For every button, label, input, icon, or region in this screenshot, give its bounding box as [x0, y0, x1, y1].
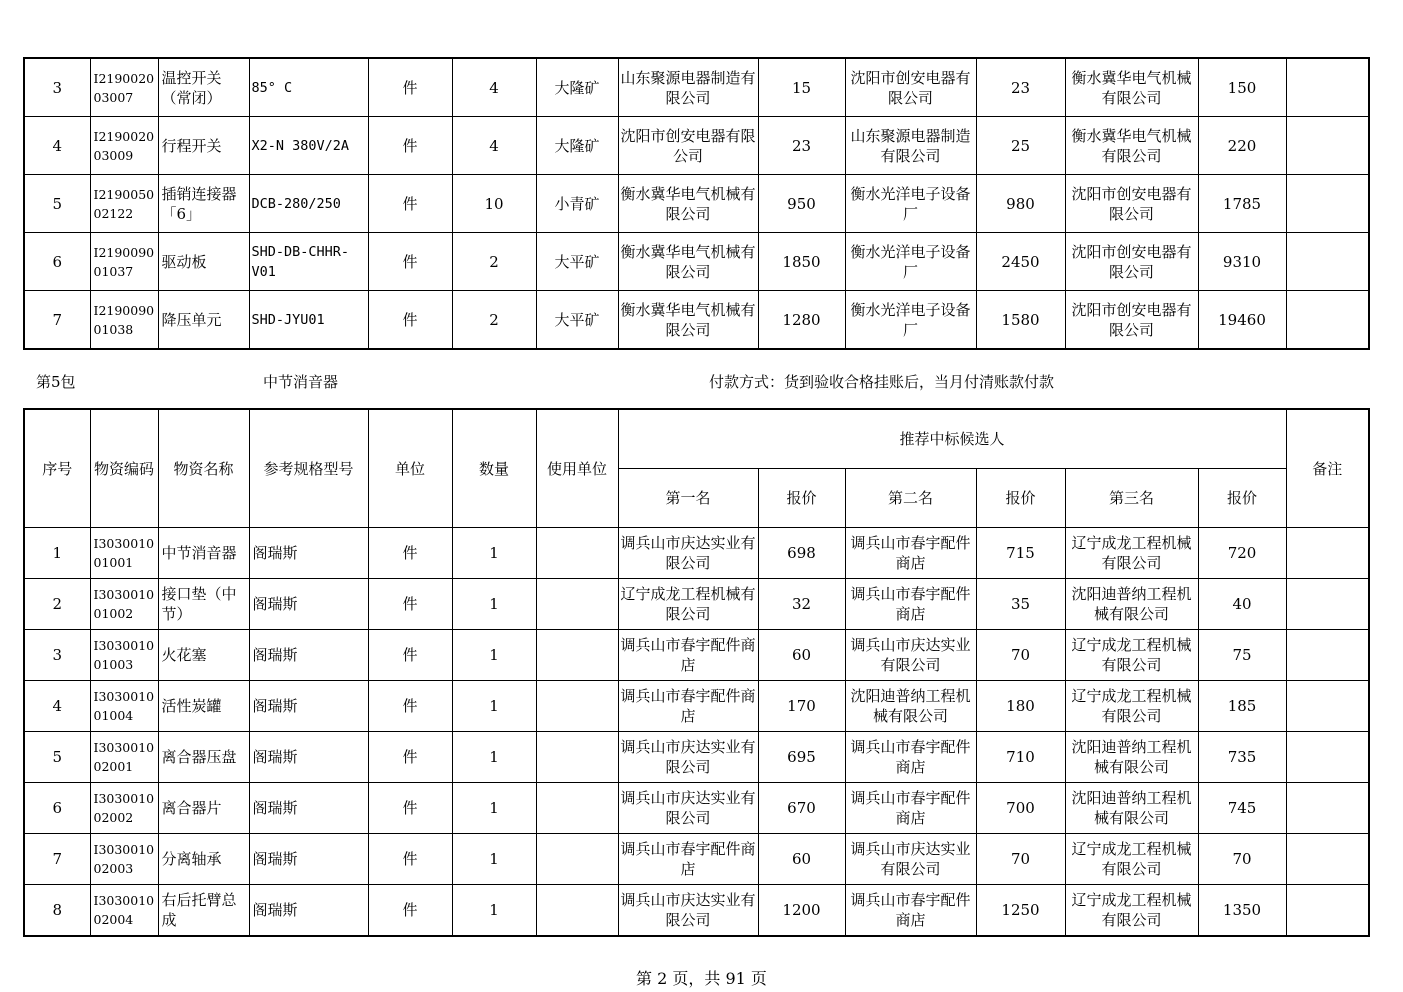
cell-spec: 阁瑞斯 [249, 681, 368, 732]
code-part: I2190090 [93, 302, 155, 318]
cell-price3: 70 [1198, 834, 1286, 885]
cell-name: 离合器片 [158, 783, 249, 834]
cell-note [1286, 579, 1369, 630]
code-part: I3030010 [93, 893, 155, 908]
cell-code [90, 783, 158, 834]
cell-price1: 23 [758, 117, 845, 175]
cell-price1: 1850 [758, 233, 845, 291]
cell-code [90, 117, 158, 175]
cell-qty: 1 [452, 630, 536, 681]
code-part: 03007 [93, 89, 134, 105]
code-part: 03009 [93, 147, 134, 163]
cell-price1: 170 [758, 681, 845, 732]
cell-no: 3 [24, 630, 90, 681]
cell-spec: X2-N 380V/2A [249, 117, 368, 175]
cell-price2: 715 [976, 528, 1065, 579]
cell-first: 衡水冀华电气机械有限公司 [618, 291, 758, 350]
cell-price1: 1200 [758, 885, 845, 937]
cell-second: 调兵山市春宇配件商店 [845, 783, 976, 834]
cell-user: 大隆矿 [536, 117, 618, 175]
code-part: I3030010 [93, 740, 155, 755]
cell-qty: 1 [452, 528, 536, 579]
cell-price3: 1785 [1198, 175, 1286, 233]
cell-name: 中节消音器 [158, 528, 249, 579]
cell-name: 离合器压盘 [158, 732, 249, 783]
cell-name: 插销连接器「6」 [158, 175, 249, 233]
cell-spec: 阁瑞斯 [249, 630, 368, 681]
cell-third: 衡水冀华电气机械有限公司 [1065, 117, 1198, 175]
cell-unit: 件 [368, 579, 452, 630]
cell-price2: 25 [976, 117, 1065, 175]
code-part: 01003 [93, 657, 134, 672]
cell-first: 调兵山市春宇配件商店 [618, 681, 758, 732]
cell-name: 接口垫（中节） [158, 579, 249, 630]
cell-third: 沈阳市创安电器有限公司 [1065, 291, 1198, 350]
cell-note [1286, 783, 1369, 834]
cell-price1: 698 [758, 528, 845, 579]
cell-price3: 40 [1198, 579, 1286, 630]
cell-code [90, 681, 158, 732]
cell-price2: 980 [976, 175, 1065, 233]
cell-second: 衡水光洋电子设备厂 [845, 291, 976, 350]
code-part: I2190020 [93, 128, 155, 144]
table-row [24, 175, 1369, 233]
cell-user [536, 834, 618, 885]
header-spec: 参考规格型号 [249, 409, 368, 528]
cell-price3: 185 [1198, 681, 1286, 732]
cell-user [536, 630, 618, 681]
code-part: I3030010 [93, 689, 155, 704]
cell-price3: 75 [1198, 630, 1286, 681]
header-no: 序号 [24, 409, 90, 528]
cell-price3: 9310 [1198, 233, 1286, 291]
cell-no: 7 [24, 291, 90, 350]
cell-user: 大平矿 [536, 291, 618, 350]
cell-price1: 32 [758, 579, 845, 630]
cell-third: 沈阳市创安电器有限公司 [1065, 175, 1198, 233]
cell-no: 6 [24, 783, 90, 834]
table-row [24, 528, 1369, 579]
cell-price2: 70 [976, 630, 1065, 681]
table-row [24, 885, 1369, 937]
cell-price1: 670 [758, 783, 845, 834]
code-part: I3030010 [93, 638, 155, 653]
code-part: 02003 [93, 861, 134, 876]
cell-code [90, 291, 158, 350]
cell-third: 沈阳迪普纳工程机械有限公司 [1065, 732, 1198, 783]
cell-name: 右后托臂总成 [158, 885, 249, 937]
table-row [24, 681, 1369, 732]
items-table-top [23, 57, 1370, 350]
cell-price2: 70 [976, 834, 1065, 885]
cell-no: 4 [24, 681, 90, 732]
cell-note [1286, 58, 1369, 117]
cell-name: 分离轴承 [158, 834, 249, 885]
cell-first: 衡水冀华电气机械有限公司 [618, 175, 758, 233]
cell-code [90, 579, 158, 630]
cell-price1: 695 [758, 732, 845, 783]
cell-qty: 2 [452, 233, 536, 291]
cell-unit: 件 [368, 732, 452, 783]
cell-no: 2 [24, 579, 90, 630]
cell-first: 调兵山市春宇配件商店 [618, 630, 758, 681]
cell-no: 5 [24, 175, 90, 233]
code-part: I3030010 [93, 791, 155, 806]
code-part: 02004 [93, 912, 134, 927]
cell-qty: 10 [452, 175, 536, 233]
cell-first: 调兵山市庆达实业有限公司 [618, 885, 758, 937]
cell-second: 沈阳迪普纳工程机械有限公司 [845, 681, 976, 732]
cell-unit: 件 [368, 233, 452, 291]
cell-price2: 180 [976, 681, 1065, 732]
cell-first: 调兵山市春宇配件商店 [618, 834, 758, 885]
cell-third: 沈阳迪普纳工程机械有限公司 [1065, 783, 1198, 834]
table-row [24, 58, 1369, 117]
cell-unit: 件 [368, 291, 452, 350]
cell-note [1286, 630, 1369, 681]
cell-second: 调兵山市庆达实业有限公司 [845, 630, 976, 681]
cell-user [536, 885, 618, 937]
cell-no: 1 [24, 528, 90, 579]
cell-first: 调兵山市庆达实业有限公司 [618, 528, 758, 579]
cell-spec: DCB-280/250 [249, 175, 368, 233]
cell-first: 衡水冀华电气机械有限公司 [618, 233, 758, 291]
cell-first: 沈阳市创安电器有限公司 [618, 117, 758, 175]
cell-note [1286, 885, 1369, 937]
code-part: I2190020 [93, 70, 155, 86]
cell-price3: 720 [1198, 528, 1286, 579]
cell-unit: 件 [368, 528, 452, 579]
cell-price3: 19460 [1198, 291, 1286, 350]
cell-name: 降压单元 [158, 291, 249, 350]
code-part: 02002 [93, 810, 134, 825]
cell-code [90, 885, 158, 937]
cell-name: 驱动板 [158, 233, 249, 291]
cell-code [90, 732, 158, 783]
package-name: 中节消音器 [263, 373, 339, 391]
cell-note [1286, 732, 1369, 783]
cell-name: 火花塞 [158, 630, 249, 681]
page-footer: 第 2 页，共 91 页 [636, 969, 767, 988]
header-candidates: 推荐中标候选人 [618, 409, 1286, 469]
payment-terms: 付款方式：货到验收合格挂账后，当月付清账款付款 [709, 373, 1055, 391]
code-part: 01037 [93, 263, 134, 279]
cell-no: 6 [24, 233, 90, 291]
cell-note [1286, 175, 1369, 233]
header-price1: 报价 [758, 469, 845, 528]
cell-qty: 2 [452, 291, 536, 350]
header-user: 使用单位 [536, 409, 618, 528]
cell-price2: 2450 [976, 233, 1065, 291]
cell-no: 4 [24, 117, 90, 175]
cell-code [90, 58, 158, 117]
cell-user [536, 528, 618, 579]
cell-user: 大平矿 [536, 233, 618, 291]
cell-no: 3 [24, 58, 90, 117]
cell-spec: SHD-JYU01 [249, 291, 368, 350]
cell-first: 山东聚源电器制造有限公司 [618, 58, 758, 117]
header-note: 备注 [1286, 409, 1369, 528]
cell-price2: 1250 [976, 885, 1065, 937]
code-part: I3030010 [93, 587, 155, 602]
cell-name: 活性炭罐 [158, 681, 249, 732]
cell-second: 调兵山市春宇配件商店 [845, 885, 976, 937]
cell-name: 温控开关（常闭） [158, 58, 249, 117]
cell-no: 8 [24, 885, 90, 937]
cell-price3: 150 [1198, 58, 1286, 117]
header-price3: 报价 [1198, 469, 1286, 528]
cell-price3: 220 [1198, 117, 1286, 175]
cell-price2: 1580 [976, 291, 1065, 350]
cell-note [1286, 681, 1369, 732]
cell-first: 辽宁成龙工程机械有限公司 [618, 579, 758, 630]
cell-second: 衡水光洋电子设备厂 [845, 233, 976, 291]
cell-spec: 阁瑞斯 [249, 885, 368, 937]
cell-note [1286, 117, 1369, 175]
cell-price1: 1280 [758, 291, 845, 350]
cell-unit: 件 [368, 175, 452, 233]
cell-spec: 阁瑞斯 [249, 528, 368, 579]
cell-spec: 阁瑞斯 [249, 732, 368, 783]
header-third: 第三名 [1065, 469, 1198, 528]
package-label: 第5包 [36, 373, 76, 391]
code-part: 01001 [93, 555, 134, 570]
header-first: 第一名 [618, 469, 758, 528]
cell-code [90, 175, 158, 233]
table-row [24, 630, 1369, 681]
table-row [24, 233, 1369, 291]
header-name: 物资名称 [158, 409, 249, 528]
cell-note [1286, 528, 1369, 579]
cell-spec: 阁瑞斯 [249, 579, 368, 630]
cell-spec: 阁瑞斯 [249, 834, 368, 885]
cell-qty: 1 [452, 885, 536, 937]
cell-unit: 件 [368, 117, 452, 175]
cell-spec: SHD-DB-CHHR-V01 [249, 233, 368, 291]
code-part: 01002 [93, 606, 134, 621]
cell-third: 辽宁成龙工程机械有限公司 [1065, 630, 1198, 681]
header-price2: 报价 [976, 469, 1065, 528]
cell-user: 小青矿 [536, 175, 618, 233]
cell-price1: 60 [758, 630, 845, 681]
cell-unit: 件 [368, 834, 452, 885]
cell-name: 行程开关 [158, 117, 249, 175]
cell-price2: 710 [976, 732, 1065, 783]
cell-second: 调兵山市春宇配件商店 [845, 579, 976, 630]
code-part: 02122 [93, 205, 134, 221]
table-row [24, 291, 1369, 350]
cell-third: 辽宁成龙工程机械有限公司 [1065, 528, 1198, 579]
header-row [24, 409, 1369, 469]
cell-qty: 4 [452, 117, 536, 175]
cell-qty: 1 [452, 579, 536, 630]
cell-second: 调兵山市春宇配件商店 [845, 528, 976, 579]
cell-user [536, 579, 618, 630]
table-row [24, 732, 1369, 783]
cell-user [536, 681, 618, 732]
header-second: 第二名 [845, 469, 976, 528]
cell-qty: 1 [452, 834, 536, 885]
cell-price1: 950 [758, 175, 845, 233]
header-code: 物资编码 [90, 409, 158, 528]
cell-unit: 件 [368, 630, 452, 681]
cell-spec: 阁瑞斯 [249, 783, 368, 834]
cell-note [1286, 834, 1369, 885]
table-row [24, 834, 1369, 885]
cell-first: 调兵山市庆达实业有限公司 [618, 732, 758, 783]
cell-code [90, 834, 158, 885]
code-part: 01004 [93, 708, 134, 723]
cell-unit: 件 [368, 885, 452, 937]
cell-code [90, 630, 158, 681]
cell-code [90, 233, 158, 291]
cell-third: 衡水冀华电气机械有限公司 [1065, 58, 1198, 117]
cell-second: 调兵山市庆达实业有限公司 [845, 834, 976, 885]
cell-price1: 60 [758, 834, 845, 885]
cell-qty: 1 [452, 681, 536, 732]
cell-price2: 35 [976, 579, 1065, 630]
code-part: I3030010 [93, 842, 155, 857]
cell-qty: 4 [452, 58, 536, 117]
cell-unit: 件 [368, 783, 452, 834]
cell-third: 辽宁成龙工程机械有限公司 [1065, 834, 1198, 885]
cell-third: 沈阳市创安电器有限公司 [1065, 233, 1198, 291]
cell-price3: 745 [1198, 783, 1286, 834]
cell-price1: 15 [758, 58, 845, 117]
cell-unit: 件 [368, 58, 452, 117]
cell-second: 山东聚源电器制造有限公司 [845, 117, 976, 175]
code-part: I3030010 [93, 536, 155, 551]
cell-second: 沈阳市创安电器有限公司 [845, 58, 976, 117]
header-unit: 单位 [368, 409, 452, 528]
code-part: 01038 [93, 321, 134, 337]
cell-first: 调兵山市庆达实业有限公司 [618, 783, 758, 834]
cell-price2: 23 [976, 58, 1065, 117]
cell-user: 大隆矿 [536, 58, 618, 117]
header-qty: 数量 [452, 409, 536, 528]
cell-price2: 700 [976, 783, 1065, 834]
cell-price3: 1350 [1198, 885, 1286, 937]
cell-price3: 735 [1198, 732, 1286, 783]
cell-third: 沈阳迪普纳工程机械有限公司 [1065, 579, 1198, 630]
cell-note [1286, 291, 1369, 350]
cell-second: 衡水光洋电子设备厂 [845, 175, 976, 233]
cell-no: 7 [24, 834, 90, 885]
table-row [24, 117, 1369, 175]
code-part: I2190090 [93, 244, 155, 260]
items-table-package-5 [23, 408, 1370, 937]
code-part: I2190050 [93, 186, 155, 202]
table-row [24, 783, 1369, 834]
cell-third: 辽宁成龙工程机械有限公司 [1065, 681, 1198, 732]
cell-code [90, 528, 158, 579]
cell-spec: 85° C [249, 58, 368, 117]
code-part: 02001 [93, 759, 134, 774]
table-row [24, 579, 1369, 630]
cell-qty: 1 [452, 783, 536, 834]
cell-no: 5 [24, 732, 90, 783]
cell-unit: 件 [368, 681, 452, 732]
cell-third: 辽宁成龙工程机械有限公司 [1065, 885, 1198, 937]
cell-user [536, 732, 618, 783]
cell-second: 调兵山市春宇配件商店 [845, 732, 976, 783]
cell-qty: 1 [452, 732, 536, 783]
cell-note [1286, 233, 1369, 291]
cell-user [536, 783, 618, 834]
